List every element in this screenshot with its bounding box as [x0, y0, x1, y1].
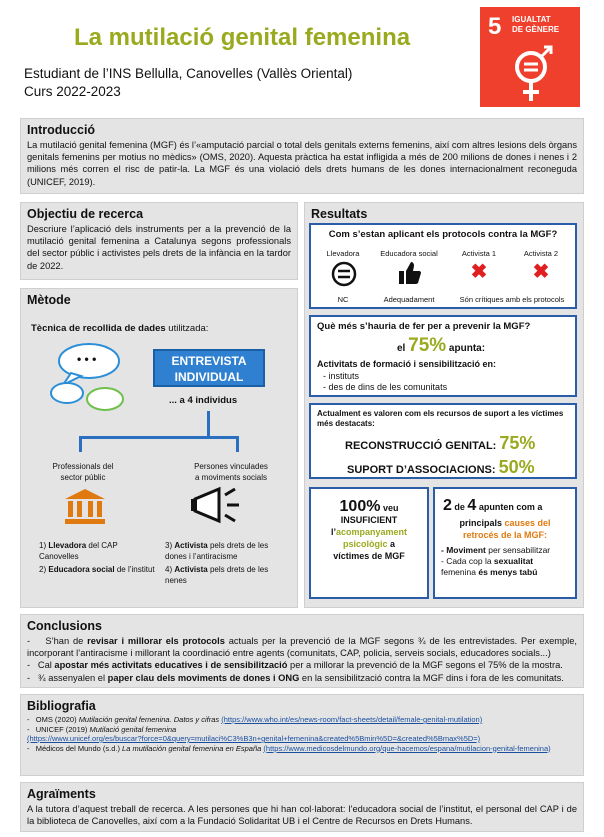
sample-count: ... a 4 individus	[169, 395, 238, 406]
list-social	[165, 541, 283, 586]
intro-section	[20, 118, 584, 194]
support-question: Actualment es valoren com els recursos de suport a les víctimes més destacats:	[317, 409, 564, 428]
course-line: Curs 2022-2023	[24, 84, 121, 99]
list-item: - Moviment per sensabilitzar	[441, 545, 551, 555]
prevention-question: Què més s’hauria de fer per a prevenir la MGF?	[317, 321, 531, 332]
poster-title: La mutilació genital femenina	[74, 24, 411, 51]
objective-section	[20, 202, 298, 280]
bib-entry: - Médicos del Mundo (s.d.) La mutilación genital femenina en España (https://www.medicosdelmundo.org/que-hacemos/espana/mutilacion-genital-femenina)	[27, 743, 551, 753]
conclusion-item: - Cal apostar més activitats educatives i de sensibilització per a millorar la prevenció de la MGF segons el 75% de la mostra.	[27, 660, 563, 671]
protocols-question: Com s’estan aplicant els protocols contra la MGF?	[328, 229, 558, 240]
technique-line: Tècnica de recollida de dades utilitzada:	[31, 323, 209, 334]
decline-title: principals causes del retrocés de la MGF:	[459, 518, 551, 540]
arrow-right	[236, 436, 239, 452]
list-item: femenina és menys tabú	[441, 567, 538, 577]
list-item: 1) Llevadora del CAP Canovelles	[39, 541, 118, 561]
intro-text: La mutilació genital femenina (MGF) és l’«amputació parcial o total dels genitals externs femenins, així com altres lesions dels òrgans genitals femenins per motius no mèdics» (OMS, 2020). Aquesta pràctica ha estat infligida a més de 200 milions de dones i nenes i 2 milions més corren el risc de patir-la. La MGF és una violació dels drets humans de les dones internacionalment reconeguda (UNICEF, 2019).	[27, 140, 577, 187]
results-section	[304, 202, 584, 608]
psych-support-card	[309, 487, 429, 599]
decline-bullets	[441, 545, 575, 578]
method-section	[20, 288, 298, 608]
adequate-label: Adequadament	[383, 295, 435, 304]
sdg-label: IGUALTAT DE GÈNERE	[512, 15, 560, 34]
cross-icon-1: ✖	[470, 261, 488, 283]
conclusion-item: - ¾ assenyalen el paper clau dels moviments de dones i ONG en la sensibilització contra la MGF dins i fora de les comunitats.	[27, 672, 564, 683]
institution-icon	[63, 487, 107, 525]
prevention-card	[309, 315, 577, 397]
protocols-card	[309, 223, 577, 309]
thanks-section	[20, 782, 584, 832]
cross-icon-2: ✖	[532, 261, 550, 283]
list-item: 4) Activista pels drets de les nenes	[165, 565, 269, 585]
nc-label: NC	[337, 295, 349, 304]
objective-title: Objectiu de recerca	[27, 207, 144, 221]
method-title: Mètode	[27, 293, 71, 307]
list-item: 2) Educadora social de l’institut	[39, 565, 155, 574]
bib-link[interactable]: (https://www.unicef.org/es/buscar?force=0&query=mutilaci%C3%B3n+genital+femenina&created%5Bmin%5D=&created%5Bmax%5D=)	[27, 734, 481, 743]
critical-label: Són crítiques amb els protocols	[459, 295, 565, 304]
bullet-comunitats: - des de dins de les comunitats	[323, 382, 448, 392]
conclusions-section	[20, 614, 584, 688]
sdg-5-badge	[480, 7, 580, 107]
bib-entry: - OMS (2020) Mutilación genital femenina. Datos y cifras (https://www.who.int/es/news-room/fact-sheets/detail/female-genital-mutilation)	[27, 715, 483, 724]
bib-entry: - UNICEF (2019) Mutilació genital femenina (https://www.unicef.org/es/buscar?force=0&query=mutilaci%C3%B3n+genital+femenina&created%5Bmin%5D=&created%5Bmax%5D=)	[27, 724, 481, 743]
list-item: - Cada cop la sexualitat	[441, 556, 534, 566]
bullet-instituts: - instituts	[323, 371, 360, 381]
list-item: 3) Activista pels drets de les dones i l’antiracisme	[165, 541, 269, 561]
bibliography-title: Bibliografia	[27, 699, 96, 713]
thanks-title: Agraïments	[27, 787, 96, 801]
group-social-movements: Persones vinculades a moviments socials	[194, 462, 268, 482]
sdg-number: 5	[488, 13, 502, 40]
conclusions-title: Conclusions	[27, 619, 103, 633]
thanks-text: A la tutora d’aquest treball de recerca. A les persones que hi han col·laborat: l’educadora social de l’institut, el personal del CAP i de la biblioteca de Canovelles, així com a la Fundació Solidaritat UB i el Centre de Recursos en Drets Humans.	[27, 804, 577, 827]
conclusion-item: - S’han de revisar i millorar els protocols actuals per la prevenció de la MGF segons ¾ de les entrevistades. Per exemple, incorporant l’antiracisme i millorant la coordinació entre agents (comunitats, CAP, policia, serveis socials, educadores socials...)	[27, 636, 577, 659]
bubble-dots: • • •	[77, 352, 97, 366]
arrow-left	[79, 436, 82, 452]
prevention-percent-line: el 75% apunta:	[397, 335, 486, 356]
list-public	[39, 541, 159, 576]
no-answer-icon	[331, 261, 357, 287]
col-llevadora: Llevadora	[326, 249, 360, 258]
col-educadora: Educadora social	[380, 249, 438, 258]
bib-link[interactable]: (https://www.medicosdelmundo.org/que-hacemos/espana/mutilacion-genital-femenina)	[263, 743, 551, 753]
activities-line: Activitats de formació i sensibilització en:	[317, 359, 497, 369]
psych-support-text: 100% veu INSUFICIENT l’acompanyament psicològic a víctimes de MGF	[330, 498, 408, 561]
group-public-sector: Professionals del sector públic	[52, 462, 114, 482]
support-resources-card	[309, 403, 577, 479]
gender-equality-icon	[508, 45, 554, 103]
reconstruction-line: RECONSTRUCCIÓ GENITAL: 75%	[345, 433, 536, 453]
thumbs-up-icon	[395, 259, 423, 287]
col-activista2: Activista 2	[523, 249, 559, 258]
arrow-branch	[79, 436, 239, 439]
decline-count-line: 2 de 4 apunten com a	[443, 497, 543, 514]
col-activista1: Activista 1	[461, 249, 497, 258]
author-line: Estudiant de l’INS Bellulla, Canovelles (Vallès Oriental)	[24, 66, 353, 81]
interview-box: ENTREVISTA INDIVIDUAL	[153, 349, 265, 387]
decline-causes-card	[433, 487, 577, 599]
bibliography-section	[20, 694, 584, 776]
objective-text: Descriure l’aplicació dels instruments per a la prevenció de la mutilació genital femenina a Catalunya segons professionals del sector públic i activistes pels drets de la infància en la tardor de 2022.	[27, 224, 291, 271]
megaphone-icon	[189, 485, 245, 527]
associations-line: SUPORT D’ASSOCIACIONS: 50%	[347, 457, 535, 477]
intro-title: Introducció	[27, 123, 96, 137]
arrow-stem	[207, 411, 210, 437]
results-title: Resultats	[311, 207, 368, 221]
bib-link[interactable]: (https://www.who.int/es/news-room/fact-sheets/detail/female-genital-mutilation)	[221, 715, 483, 724]
